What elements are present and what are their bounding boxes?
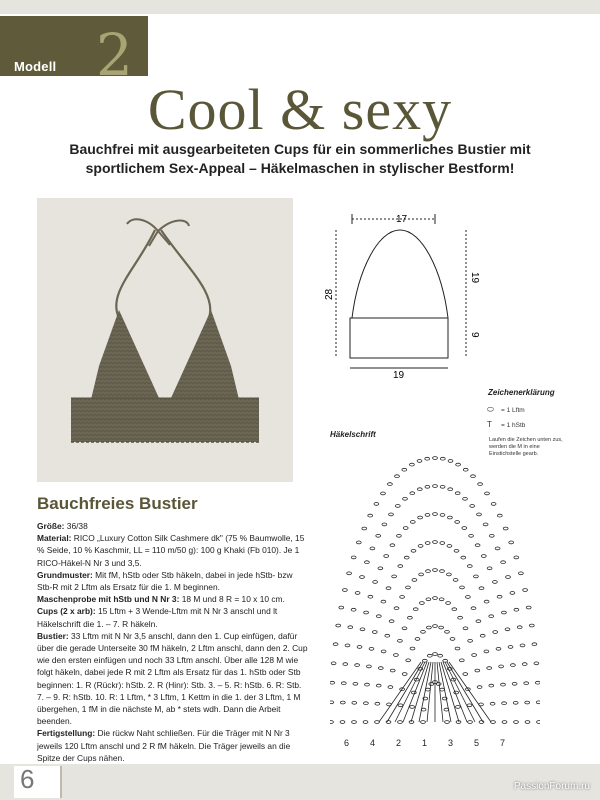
chain-stitch-mark <box>427 626 432 629</box>
chain-stitch-mark <box>455 492 460 495</box>
chain-stitch-mark <box>514 608 519 611</box>
chain-stitch-mark <box>453 579 458 582</box>
band-outline <box>350 318 448 358</box>
chain-stitch-mark <box>491 721 496 724</box>
chain-stitch-mark <box>502 721 507 724</box>
chain-stitch-mark <box>475 669 480 672</box>
chain-stitch-mark <box>466 596 471 599</box>
cup-outline <box>352 230 448 318</box>
chain-stitch-mark <box>390 544 395 547</box>
chain-stitch-mark <box>403 527 408 530</box>
chain-stitch-mark <box>484 650 489 653</box>
chain-stitch-mark <box>362 527 367 530</box>
chain-stitch-mark <box>514 556 519 559</box>
chain-stitch-mark <box>483 523 488 526</box>
chain-stitch-mark <box>463 497 468 500</box>
chain-stitch-mark <box>520 644 525 647</box>
instruction-paragraph: Grundmuster: Mit fM, hStb oder Stb häkeln, dabei in jede hStb- bzw Stb-R mit 2 Lftm als Ersatz für die 1. M beginnen. <box>37 569 293 593</box>
chain-stitch-mark <box>421 630 426 633</box>
stitch-column-mark <box>387 662 423 722</box>
chain-stitch-mark <box>471 475 476 478</box>
chain-stitch-mark <box>373 581 378 584</box>
chain-stitch-mark <box>511 664 516 667</box>
chain-stitch-mark <box>524 682 529 685</box>
chain-stitch-mark <box>398 565 403 568</box>
stitch-column-mark <box>447 662 483 722</box>
chain-stitch-mark <box>522 663 527 666</box>
chain-stitch-icon: ⬭ <box>487 405 494 414</box>
chain-stitch-mark <box>537 721 540 724</box>
chain-stitch-mark <box>477 686 482 689</box>
chain-stitch-mark <box>447 545 452 548</box>
chain-stitch-mark <box>402 673 407 676</box>
chain-stitch-mark <box>476 620 481 623</box>
chain-stitch-mark <box>439 598 444 601</box>
chain-stitch-mark <box>440 570 445 573</box>
chart-row-number: 1 <box>422 738 428 748</box>
chain-stitch-mark <box>501 561 506 564</box>
chain-stitch-mark <box>360 628 365 631</box>
chain-stitch-mark <box>490 702 495 705</box>
model-label: Modell <box>14 59 57 74</box>
chain-stitch-mark <box>491 503 496 506</box>
chain-stitch-mark <box>440 542 445 545</box>
chain-stitch-mark <box>487 667 492 670</box>
half-double-crochet-icon: T <box>487 420 492 429</box>
chain-stitch-mark <box>454 549 459 552</box>
chain-stitch-mark <box>509 541 514 544</box>
chain-stitch-mark <box>506 576 511 579</box>
chart-row-number: 3 <box>448 738 454 748</box>
instruction-paragraph: Cups (2 x arb): 15 Lftm + 3 Wende-Lftm mit N Nr 3 anschl und lt Häkelschrift die 1. – 7. R häkeln. <box>37 606 278 629</box>
chain-stitch-mark <box>341 682 346 685</box>
chain-stitch-mark <box>381 600 386 603</box>
chain-stitch-mark <box>343 663 348 666</box>
chain-stitch-mark <box>505 628 510 631</box>
chart-row-number: 7 <box>500 738 506 748</box>
chain-stitch-mark <box>513 701 518 704</box>
chain-stitch-mark <box>477 513 482 516</box>
chain-stitch-mark <box>404 556 409 559</box>
chain-stitch-mark <box>386 587 391 590</box>
chain-stitch-mark <box>395 505 400 508</box>
chain-stitch-mark <box>367 665 372 668</box>
chain-stitch-mark <box>412 579 417 582</box>
chain-stitch-mark <box>376 684 381 687</box>
chain-stitch-mark <box>411 549 416 552</box>
legend-item: ⬭ = 1 Lftm <box>487 405 525 414</box>
chain-stitch-mark <box>462 527 467 530</box>
chain-stitch-mark <box>392 575 397 578</box>
chain-stitch-mark <box>394 654 399 657</box>
instructions-text <box>37 520 309 764</box>
chain-stitch-mark <box>376 534 381 537</box>
chain-stitch-mark <box>397 534 402 537</box>
chain-stitch-mark <box>456 706 461 709</box>
chain-stitch-mark <box>340 701 345 704</box>
chain-stitch-mark <box>333 643 338 646</box>
chain-stitch-mark <box>336 624 341 627</box>
chain-stitch-mark <box>418 545 423 548</box>
chain-stitch-mark <box>455 521 460 524</box>
watermark: PassionForum.ru <box>513 781 590 792</box>
chain-stitch-mark <box>351 608 356 611</box>
model-tag <box>0 16 148 89</box>
product-photo <box>37 198 293 482</box>
chain-stitch-mark <box>461 556 466 559</box>
chain-stitch-mark <box>517 626 522 629</box>
chain-stitch-mark <box>398 721 403 724</box>
chain-stitch-mark <box>445 630 450 633</box>
chain-stitch-mark <box>481 555 486 558</box>
chain-stitch-mark <box>450 638 455 641</box>
chain-stitch-mark <box>381 650 386 653</box>
chain-stitch-mark <box>497 595 502 598</box>
chain-stitch-mark <box>426 570 431 573</box>
chain-stitch-mark <box>493 631 498 634</box>
chain-stitch-mark <box>501 683 506 686</box>
chain-stitch-mark <box>348 626 353 629</box>
chain-stitch-mark <box>448 516 453 519</box>
chain-stitch-mark <box>499 665 504 668</box>
chain-stitch-mark <box>352 721 357 724</box>
chain-stitch-mark <box>388 483 393 486</box>
chain-stitch-mark <box>456 463 461 466</box>
chain-stitch-mark <box>480 634 485 637</box>
chain-stitch-mark <box>410 492 415 495</box>
size-schematic <box>318 200 578 380</box>
legend-note: Laufen die Zeichen unten zus, werden die M in eine Einstichstelle gearb. <box>489 437 563 457</box>
chain-stitch-mark <box>410 521 415 524</box>
chain-stitch-mark <box>390 669 395 672</box>
chain-stitch-mark <box>512 682 517 685</box>
chain-stitch-mark <box>370 547 375 550</box>
chain-stitch-mark <box>330 701 334 704</box>
chain-stitch-mark <box>463 627 468 630</box>
stitch-column-mark <box>441 662 459 722</box>
chain-stitch-mark <box>460 586 465 589</box>
chain-stitch-mark <box>472 654 477 657</box>
chain-stitch-mark <box>519 572 524 575</box>
chain-stitch-mark <box>525 701 530 704</box>
chain-stitch-mark <box>534 662 539 665</box>
chain-stitch-mark <box>418 516 423 519</box>
stitch-column-mark <box>411 662 429 722</box>
chain-stitch-mark <box>447 573 452 576</box>
page-number: 6 <box>20 764 35 794</box>
chain-stitch-mark <box>402 468 407 471</box>
chain-stitch-mark <box>356 541 361 544</box>
chain-stitch-mark <box>467 565 472 568</box>
chain-stitch-mark <box>502 702 507 705</box>
chain-stitch-mark <box>330 721 333 724</box>
chain-stitch-mark <box>375 702 380 705</box>
chain-stitch-mark <box>468 721 473 724</box>
chain-stitch-mark <box>365 683 370 686</box>
chain-stitch-mark <box>508 646 513 649</box>
chain-stitch-mark <box>394 607 399 610</box>
chain-stitch-mark <box>406 659 411 662</box>
chain-stitch-mark <box>440 457 445 460</box>
chain-stitch-mark <box>433 653 438 656</box>
instruction-paragraph: Material: RICO „Luxury Cotton Silk Cashmere dk" (75 % Baumwolle, 15 % Seide, 10 % Kaschmir, LL = 110 m/50 g): 100 g Khaki (Fb 010). Je 1 RICO-Häkel-N Nr 3 und 3,5. <box>37 533 305 568</box>
chain-stitch-mark <box>478 483 483 486</box>
chain-stitch-mark <box>489 684 494 687</box>
chain-stitch-mark <box>470 505 475 508</box>
chain-stitch-mark <box>458 616 463 619</box>
legend-title: Zeichenerklärung <box>488 388 555 397</box>
chain-stitch-mark <box>471 607 476 610</box>
chain-stitch-mark <box>419 573 424 576</box>
chain-stitch-mark <box>433 485 438 488</box>
chain-stitch-mark <box>421 721 426 724</box>
chain-stitch-mark <box>526 606 531 609</box>
dim-band-height: 9 <box>469 332 480 338</box>
instruction-paragraph: Bustier: 33 Lftm mit N Nr 3,5 anschl, dann den 1. Cup einfügen, dafür über die gerade Unterseite 30 fM häkeln, 2 Lftm anschl, dann den 2. Cup wie den ersten einfügen und noch 33 Lftm anschl. Über alle 128 M wie folgt häkeln, dabei jede R mit 2 Lftm als Ersatz für das 1. hStb oder Stb beginnen: 1. R (Rückr): hStb. 2. R (Hinr): Stb. 3. – 5. R: hStb. 6. R: Stb. 7. – 9. R: hStb. 10. R: 1 Lftm, * 3 Lftm, 1 Kettm in die 1. der 3 Lftm, 1 M übergehen, 1 fM in die nächste M, ab * stets wdh. Dann die Arbeit beenden. <box>37 630 308 727</box>
chain-stitch-mark <box>381 492 386 495</box>
chain-stitch-mark <box>372 631 377 634</box>
chain-stitch-mark <box>363 721 368 724</box>
chain-stitch-mark <box>502 611 507 614</box>
chain-stitch-mark <box>489 534 494 537</box>
chain-stitch-mark <box>374 503 379 506</box>
chain-stitch-mark <box>433 513 438 516</box>
chain-stitch-mark <box>400 596 405 599</box>
chain-stitch-mark <box>398 639 403 642</box>
chain-stitch-mark <box>410 647 415 650</box>
chain-stitch-mark <box>340 721 345 724</box>
chain-stitch-mark <box>440 688 445 691</box>
chain-stitch-mark <box>446 602 451 605</box>
chain-stitch-mark <box>445 721 450 724</box>
bustier-illustration <box>37 198 293 482</box>
chain-stitch-mark <box>479 587 484 590</box>
page-title: Cool & sexy <box>147 77 453 142</box>
chain-stitch-mark <box>474 575 479 578</box>
instruction-paragraph: Größe: 36/38 <box>37 521 88 531</box>
chain-stitch-mark <box>433 625 438 628</box>
chain-stitch-mark <box>440 514 445 517</box>
chain-stitch-mark <box>376 615 381 618</box>
chart-row-number: 4 <box>370 738 376 748</box>
chain-stitch-mark <box>331 662 336 665</box>
chain-stitch-mark <box>406 586 411 589</box>
chain-stitch-mark <box>463 673 468 676</box>
chain-stitch-mark <box>408 616 413 619</box>
chain-stitch-mark <box>378 567 383 570</box>
legend-item: T = 1 hStb <box>487 420 526 429</box>
instruction-paragraph: Fertigstellung: Die rückw Naht schließen. Für die Träger mit N Nr 3 jeweils 120 Lftm anschl und 2 R fM häkeln. Die Träger jeweils an die Spitze der Cups nähen. <box>37 728 291 763</box>
chain-stitch-mark <box>339 606 344 609</box>
chain-stitch-mark <box>417 460 422 463</box>
chain-stitch-mark <box>448 488 453 491</box>
chain-stitch-mark <box>489 615 494 618</box>
chain-stitch-mark <box>479 721 484 724</box>
chain-stitch-mark <box>415 638 420 641</box>
chain-stitch-mark <box>375 721 380 724</box>
dim-bottom-width: 19 <box>393 370 405 380</box>
chain-stitch-mark <box>425 457 430 460</box>
subtitle: Bauchfrei mit ausgearbeiteten Cups für ein sommerliches Bustier mit sportlichem Sex-Appeal – Häkelmaschen in stylischer Bestform! <box>69 141 531 176</box>
chain-stitch-mark <box>365 561 370 564</box>
chain-stitch-mark <box>357 646 362 649</box>
chain-stitch-mark <box>343 589 348 592</box>
crochet-chart <box>330 432 540 750</box>
chain-stitch-mark <box>384 555 389 558</box>
chain-stitch-mark <box>495 547 500 550</box>
chart-row-number: 5 <box>474 738 480 748</box>
chain-stitch-mark <box>360 576 365 579</box>
dim-total-height: 28 <box>324 288 335 300</box>
chain-stitch-mark <box>503 527 508 530</box>
model-number: 2 <box>96 21 133 89</box>
chain-stitch-mark <box>347 572 352 575</box>
chain-stitch-mark <box>532 643 537 646</box>
instruction-paragraph: Maschenprobe mit hStb und N Nr 3: 18 M und 8 R = 10 x 10 cm. <box>37 594 285 605</box>
chain-stitch-mark <box>422 659 427 662</box>
chain-stitch-mark <box>487 567 492 570</box>
chain-stitch-mark <box>402 627 407 630</box>
chart-title: Häkelschrift <box>330 430 376 439</box>
chain-stitch-mark <box>386 721 391 724</box>
top-band <box>0 0 600 14</box>
chain-stitch-mark <box>345 644 350 647</box>
chain-stitch-mark <box>426 598 431 601</box>
chain-stitch-mark <box>385 634 390 637</box>
chain-stitch-mark <box>525 721 530 724</box>
chain-stitch-mark <box>475 544 480 547</box>
chain-stitch-mark <box>455 647 460 650</box>
stitch-column-mark <box>437 662 443 722</box>
footer-bar <box>0 764 600 800</box>
chain-stitch-mark <box>395 475 400 478</box>
chain-stitch-mark <box>378 667 383 670</box>
chain-stitch-mark <box>443 659 448 662</box>
dim-cup-height: 19 <box>469 272 480 284</box>
chain-stitch-mark <box>439 626 444 629</box>
chain-stitch-mark <box>467 704 472 707</box>
chain-stitch-mark <box>353 682 358 685</box>
chain-stitch-mark <box>496 647 501 650</box>
chain-stitch-mark <box>388 686 393 689</box>
chain-stitch-mark <box>425 542 430 545</box>
chain-stitch-mark <box>417 488 422 491</box>
chain-stitch-mark <box>485 492 490 495</box>
chain-stitch-mark <box>352 701 357 704</box>
chain-stitch-mark <box>448 460 453 463</box>
chain-stitch-mark <box>364 702 369 705</box>
chain-stitch-mark <box>426 688 431 691</box>
chain-stitch-mark <box>425 514 430 517</box>
section-title: Bauchfreies Bustier <box>37 494 198 513</box>
chain-stitch-mark <box>484 600 489 603</box>
stitch-column-mark <box>427 662 433 722</box>
chain-stitch-mark <box>351 556 356 559</box>
chain-stitch-mark <box>355 664 360 667</box>
chain-stitch-mark <box>493 581 498 584</box>
chain-stitch-mark <box>425 485 430 488</box>
chain-stitch-mark <box>368 514 373 517</box>
chain-stitch-mark <box>459 659 464 662</box>
chain-stitch-mark <box>433 597 438 600</box>
chain-stitch-mark <box>427 654 432 657</box>
chain-stitch-mark <box>398 704 403 707</box>
chain-stitch-mark <box>410 706 415 709</box>
chart-row-number: 6 <box>344 738 350 748</box>
chain-stitch-mark <box>514 721 519 724</box>
chart-row-number: 2 <box>396 738 402 748</box>
dim-top-width: 17 <box>396 214 408 225</box>
chain-stitch-mark <box>420 602 425 605</box>
chain-stitch-mark <box>368 595 373 598</box>
chain-stitch-mark <box>364 611 369 614</box>
chain-stitch-mark <box>469 534 474 537</box>
chain-stitch-mark <box>403 497 408 500</box>
chain-stitch-mark <box>523 589 528 592</box>
chain-stitch-mark <box>510 592 515 595</box>
chain-stitch-mark <box>330 681 335 684</box>
chain-stitch-mark <box>355 592 360 595</box>
chain-stitch-mark <box>463 468 468 471</box>
chain-stitch-mark <box>433 569 438 572</box>
chain-stitch-mark <box>369 647 374 650</box>
chain-stitch-mark <box>389 513 394 516</box>
chain-stitch-mark <box>433 541 438 544</box>
chain-stitch-mark <box>497 514 502 517</box>
chain-stitch-mark <box>413 608 418 611</box>
chain-stitch-mark <box>382 523 387 526</box>
chain-stitch-mark <box>536 701 540 704</box>
chain-stitch-mark <box>529 624 534 627</box>
chain-stitch-mark <box>440 485 445 488</box>
chain-stitch-mark <box>535 681 540 684</box>
chain-stitch-mark <box>438 654 443 657</box>
chain-stitch-mark <box>433 457 438 460</box>
chain-stitch-mark <box>410 463 415 466</box>
chain-stitch-mark <box>452 608 457 611</box>
chain-stitch-mark <box>468 639 473 642</box>
chain-stitch-mark <box>389 620 394 623</box>
